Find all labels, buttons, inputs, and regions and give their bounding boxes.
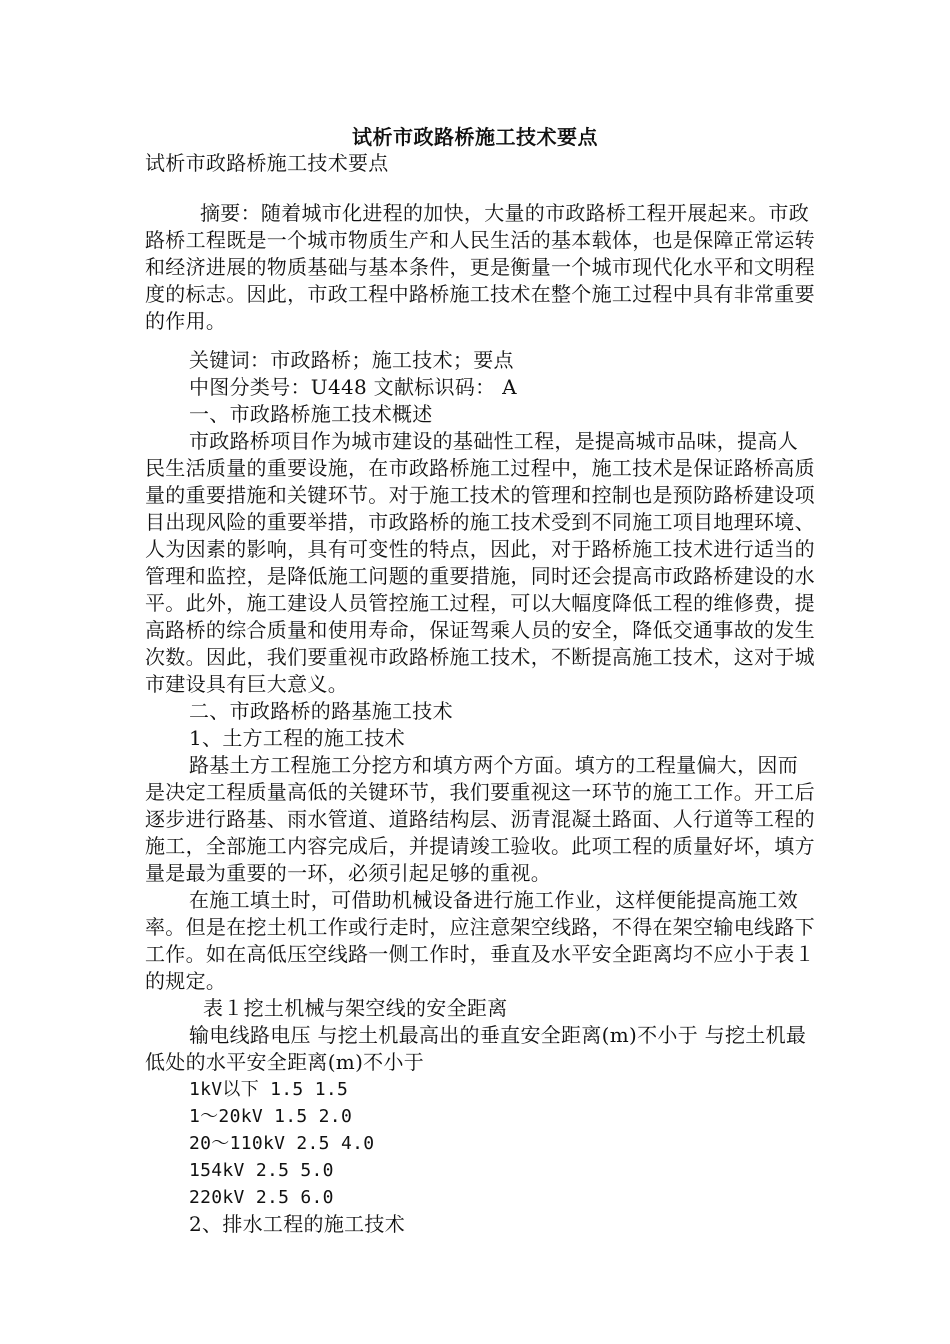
document-subtitle: 试析市政路桥施工技术要点 — [145, 151, 389, 175]
article-body — [145, 347, 815, 1238]
table-row: 1～20kV 1.5 2.0 — [189, 1106, 353, 1127]
subsection-heading-earthwork: 1、土方工程的施工技术 — [189, 726, 406, 750]
section-heading-overview: 一、市政路桥施工技术概述 — [189, 402, 433, 426]
table-row: 1kV以下 1.5 1.5 — [189, 1079, 349, 1100]
table-header: 输电线路电压 与挖土机最高出的垂直安全距离(m)不小于 与挖土机最低处的水平安全距离(m)不小于 — [145, 1023, 807, 1074]
table-row: 154kV 2.5 5.0 — [189, 1160, 334, 1181]
classification-line: 中图分类号：U448 文献标识码： A — [189, 375, 517, 399]
table-row: 20～110kV 2.5 4.0 — [189, 1133, 375, 1154]
table-row: 220kV 2.5 6.0 — [189, 1187, 334, 1208]
abstract-paragraph: 摘要：随着城市化进程的加快，大量的市政路桥工程开展起来。市政路桥工程既是一个城市物质生产和人民生活的基本载体，也是保障正常运转和经济进展的物质基础与基本条件，更是衡量一个城市现代化水平和文明程度的标志。因此，市政工程中路桥施工技术在整个施工过程中具有非常重要的作用。 — [145, 201, 815, 333]
table-caption: 表１挖土机械与架空线的安全距离 — [203, 996, 508, 1020]
document-title: 试析市政路桥施工技术要点 — [352, 125, 598, 149]
section-heading-subgrade: 二、市政路桥的路基施工技术 — [189, 699, 453, 723]
subsection-heading-drainage: 2、排水工程的施工技术 — [189, 1212, 406, 1236]
fill-paragraph: 在施工填土时，可借助机械设备进行施工作业，这样便能提高施工效率。但是在挖土机工作或行走时，应注意架空线路，不得在架空输电线路下工作。如在高低压空线路一侧工作时，垂直及水平安全距离均不应小于表１的规定。 — [145, 888, 815, 993]
keywords-line: 关键词：市政路桥；施工技术；要点 — [189, 348, 514, 372]
earthwork-paragraph: 路基土方工程施工分挖方和填方两个方面。填方的工程量偏大，因而是决定工程质量高低的关键环节，我们要重视这一环节的施工工作。开工后逐步进行路基、雨水管道、道路结构层、沥青混凝土路面、人行道等工程的施工，全部施工内容完成后，并提请竣工验收。此项工程的质量好坏，填方量是最为重要的一环，必须引起足够的重视。 — [145, 753, 815, 885]
overview-paragraph: 市政路桥项目作为城市建设的基础性工程，是提高城市品味，提高人民生活质量的重要设施，在市政路桥施工过程中，施工技术是保证路桥高质量的重要措施和关键环节。对于施工技术的管理和控制也是预防路桥建设项目出现风险的重要举措，市政路桥的施工技术受到不同施工项目地理环境、人为因素的影响，具有可变性的特点，因此，对于路桥施工技术进行适当的管理和监控，是降低施工问题的重要措施，同时还会提高市政路桥建设的水平。此外，施工建设人员管控施工过程，可以大幅度降低工程的维修费，提高路桥的综合质量和使用寿命，保证驾乘人员的安全，降低交通事故的发生次数。因此，我们要重视市政路桥施工技术，不断提高施工技术，这对于城市建设具有巨大意义。 — [145, 429, 815, 696]
